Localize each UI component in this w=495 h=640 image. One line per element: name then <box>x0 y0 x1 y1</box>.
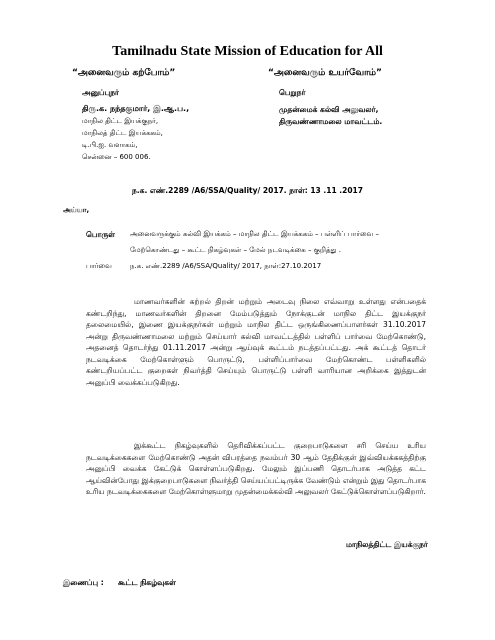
subject-label: பொருள் <box>86 230 116 239</box>
sender-label: அனுப்புநர் <box>82 88 119 97</box>
sender-line: சென்னை – 600 006. <box>82 153 151 161</box>
reference-text: ந.க. எண்.2289 /A6/SSA/Quality/ 2017, நாள்:27.10.2017 <box>130 262 322 270</box>
recipient-label: பெறுநர் <box>279 88 306 97</box>
motto-right: “அனைவரும் உயர்வோம்” <box>268 68 382 78</box>
reference-number: ந.க. எண்.2289 /A6/SSA/Quality/ 2017. நாள்: 13 .11 .2017 <box>131 186 363 195</box>
salutation: அய்யா, <box>63 206 90 214</box>
body-paragraph-text: இக்கூட்ட நிகழ்வுகளில் தெரிவிக்கப்பட்ட குறைபாடுகளை சரி செய்ய உரிய நடவடிக்கைகளை மேற்கொண்டு அதன் விபரத்தை நவம்பர் 30 ஆம் தேதிக்குள் இவ்வியக்ககத்திற்கு அனுப்பி வைக்க கேட்டுக் கொள்ளப்படுகிறது. மேலும் இப்பணி தொடர்பாக அடுத்த கட்ட ஆய்வின்போது இக்குறைபாடுகளை நிவர்த்தி செய்யப்பட்டிருக்க வேண்டும் என்றும் இது தொடர்பாக உரிய நடவடிக்கைகளை மேற்கொள்ளுமாறு முதன்மைக்கல்வி அலுவலர் கேட்டுக்கொள்ளப்படுகிறார். <box>86 441 426 496</box>
enclosure-label: இணைப்பு : <box>63 578 104 587</box>
body-paragraph <box>86 296 426 388</box>
sender-line: டி.பி.ஐ. வளாகம், <box>82 141 138 149</box>
recipient-line: திருவண்ணாமலை மாவட்டம். <box>279 117 383 126</box>
document-title: Tamilnadu State Mission of Education for All <box>112 44 383 59</box>
subject-line: அனைவருக்கும் கல்வி இயக்கம் – மாநில திட்ட இயக்ககம் – பள்ளிப் பார்வை – <box>130 230 380 238</box>
subject-line: மேற்கொண்டது – கூட்ட நிகழ்வுகள் – மேல் நடவடிக்கை – குறித்து . <box>130 246 341 254</box>
sender-line: மாநிலத் திட்ட இயக்ககம், <box>82 129 163 137</box>
body-paragraph <box>86 440 426 498</box>
sender-line: மாநில திட்ட இயக்குநர், <box>82 117 159 125</box>
body-paragraph-text: மாணவர்களின் கற்றல் திறன் மற்றும் அடைவு நிலை எவ்வாறு உள்ளது என்பதைக் கண்டறிந்து, மாணவர்களின் திறனை மேம்படுத்தும் நோக்குடன் மாநில திட்ட இயக்குநர் தலைமையில், இணை இயக்குநர்கள் மற்றும் மாநில திட்ட ஒருங்கிணைப்பாளர்கள் 31.10.2017 அன்று திருவண்ணாமலை மற்றும் செய்யார் கல்வி மாவட்டத்தில் பள்ளிப் பார்வை மேற்கொண்டு, அதனைத் தொடர்ந்து 01.11.2017 அன்று ஆய்வுக் கூட்டம் நடத்தப்பட்டது. அக் கூட்டத் தொடர் நடவடிக்கை மேற்கொள்ளும் பொருட்டு, பள்ளிப்பார்வை மேற்கொண்ட பள்ளிகளில் கண்டறியப்பட்ட குறைகள் நிவர்த்தி செய்யும் பொருட்டு பள்ளி வாரியான அறிக்கை இத்துடன் அனுப்பி வைக்கப்படுகிறது. <box>86 297 426 387</box>
motto-left: “அனைவரும் கற்போம்” <box>72 68 176 78</box>
signature: மாநிலத்திட்ட இயக்குநர் <box>346 540 428 549</box>
recipient-line: முதன்மைக் கல்வி அலுவலர், <box>279 105 379 114</box>
enclosure-text: கூட்ட நிகழ்வுகள் <box>118 578 176 587</box>
reference-label: பார்வை <box>86 262 112 270</box>
sender-name: திரு.க. நந்தகுமார், இ.ஆ.ப., <box>82 104 190 113</box>
